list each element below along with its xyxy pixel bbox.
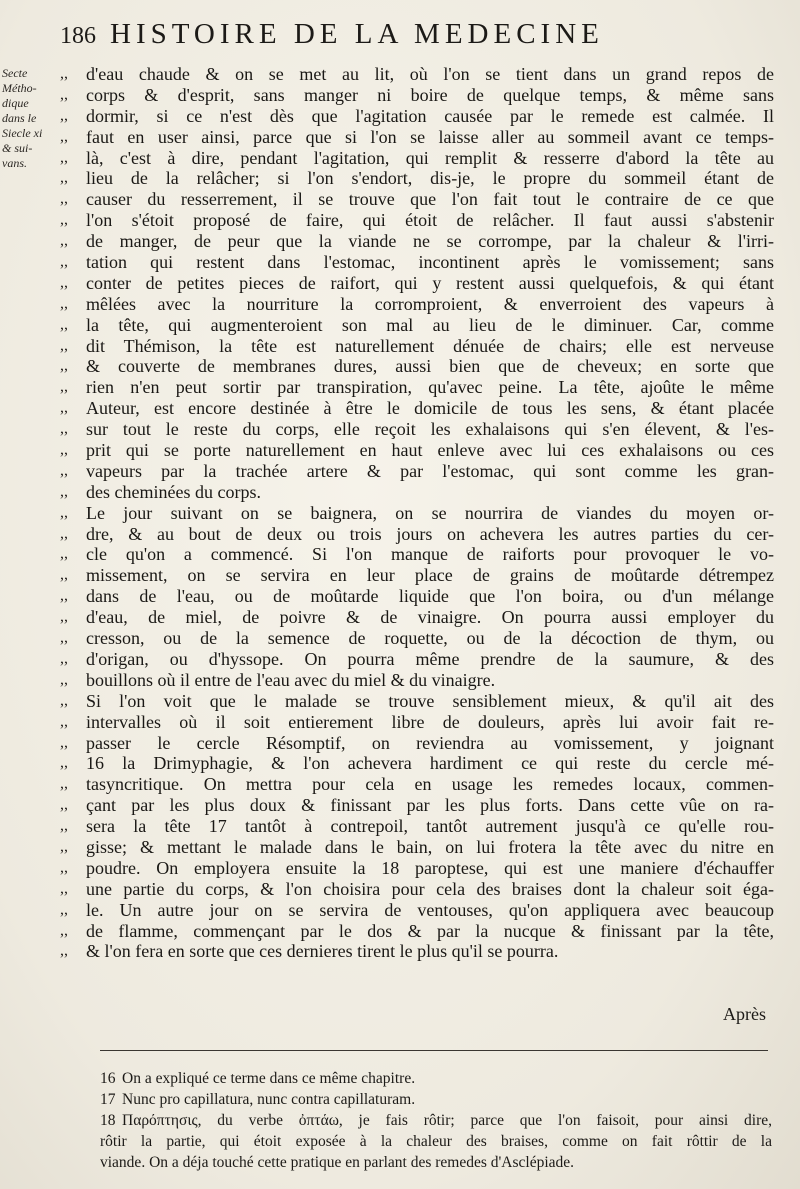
text-line: le. Un autre jour on se servira de ventouses, qu'on appliquera avec beaucoup	[86, 899, 774, 920]
quotation-mark: ,,	[60, 315, 68, 333]
text-line: Auteur, est encore destinée à être le domicile de tous les sens, & étant placée	[86, 398, 774, 419]
text-line: gisse; & mettant le malade dans le bain, on lui frotera la tête avec du nitre en	[86, 836, 774, 857]
footnote-text: Nunc pro capillatura, nunc contra capillaturam.	[122, 1091, 416, 1108]
quotation-mark: ,,	[60, 608, 68, 626]
catchword: Après	[723, 1004, 766, 1024]
footnote-rule	[100, 1050, 768, 1051]
text-line: & l'on fera en sorte que ces dernieres tirent le plus qu'il se pourra.	[86, 941, 559, 962]
text-line: lieu de la relâcher; si l'on s'endort, dis-je, le propre du sommeil étant de	[86, 168, 774, 189]
margin-note-line: dique	[2, 96, 29, 110]
text-line: mêlées avec la nourriture la corromproient, & enverroient des vapeurs à	[86, 293, 774, 314]
text-line: rien n'en peut sortir par transpiration, qu'avec peine. La tête, ajoûte le même	[86, 377, 774, 398]
text-line: & couverte de membranes dures, aussi bien que de cheveux; en sorte que	[86, 356, 774, 377]
running-title: HISTOIRE DE LA MEDECINE	[110, 18, 604, 50]
text-line: sur tout le reste du corps, elle reçoit les exhalaisons qui s'en élevent, & l'es-	[86, 419, 774, 440]
quotation-mark: ,,	[60, 796, 68, 814]
text-line: vapeurs par la trachée artere & par l'estomac, qui sont comme les gran-	[86, 460, 774, 481]
margin-note-line: & sui-	[2, 141, 33, 155]
footnote-line	[100, 1131, 772, 1152]
text-line: tasyncritique. On mettra pour cela en usage les remedes locaux, commen-	[86, 774, 774, 795]
text-line: la tête, qui augmenteroient son mal au lieu de le diminuer. Car, comme	[86, 314, 774, 335]
footnote-number: 17	[100, 1091, 116, 1108]
page-header	[60, 18, 790, 58]
quotation-mark: ,,	[60, 232, 68, 250]
text-line: Si l'on voit que le malade se trouve sensiblement mieux, & qu'il ait des	[86, 690, 774, 711]
text-line: une partie du corps, & l'on choisira pour cela des braises dont la chaleur soit éga-	[86, 878, 774, 899]
footnotes	[100, 1068, 772, 1173]
quotation-mark: ,,	[60, 691, 68, 709]
quotation-mark: ,,	[60, 357, 68, 375]
quotation-mark: ,,	[60, 148, 68, 166]
quotation-mark: ,,	[60, 629, 68, 647]
text-line: dre, & au bout de deux ou trois jours on achevera les autres parties du cer-	[86, 523, 774, 544]
quotation-mark: ,,	[60, 670, 68, 688]
text-line: tation qui restent dans l'estomac, incontinent après le vomissement; sans	[86, 252, 774, 273]
quotation-mark: ,,	[60, 754, 68, 772]
quotation-mark: ,,	[60, 420, 68, 438]
quotation-mark: ,,	[60, 942, 68, 960]
text-line: là, c'est à dire, pendant l'agitation, qui remplit & resserre d'abord la tête au	[86, 147, 774, 168]
text-line: d'eau chaude & on se met au lit, où l'on se tient dans un grand repos de	[86, 64, 774, 84]
quotation-mark: ,,	[60, 211, 68, 229]
quotation-mark: ,,	[60, 545, 68, 563]
margin-note-line: Secte	[2, 66, 28, 80]
footnote-line	[100, 1152, 772, 1173]
quotation-mark: ,,	[60, 273, 68, 291]
quotation-mark: ,,	[60, 336, 68, 354]
text-line: prit qui se porte naturellement en haut enleve avec lui ces exhalaisons ou ces	[86, 440, 774, 461]
footnote-number: 16	[100, 1070, 116, 1087]
quotation-mark: ,,	[60, 587, 68, 605]
quotation-mark: ,,	[60, 127, 68, 145]
text-line: de manger, de peur que la viande ne se corrompe, par la chaleur & l'irri-	[86, 231, 774, 252]
footnote-text: Παρόπτησις, du verbe ὀπτάω, je fais rôtir; parce que l'on faisoit, pour ainsi dire,	[122, 1112, 772, 1129]
quotation-mark: ,,	[60, 441, 68, 459]
quotation-mark: ,,	[60, 378, 68, 396]
footnote-number: 18	[100, 1112, 116, 1129]
text-line: intervalles où il soit entierement libre de douleurs, après lui avoir fait re-	[86, 711, 774, 732]
footnote-text: rôtir la partie, qui étoit exposée à la chaleur des braises, comme on fait rôttir de la	[100, 1133, 772, 1150]
quotation-mark: ,,	[60, 566, 68, 584]
quotation-mark: ,,	[60, 190, 68, 208]
quotation-mark: ,,	[60, 399, 68, 417]
margin-note	[2, 66, 46, 171]
text-line: de flamme, commençant par le dos & par la nucque & finissant par la tête,	[86, 920, 774, 941]
margin-note-line: Métho-	[2, 81, 37, 95]
quotation-mark: ,,	[60, 503, 68, 521]
quotation-mark: ,,	[60, 461, 68, 479]
quotation-mark: ,,	[60, 294, 68, 312]
page-number: 186	[60, 23, 96, 49]
main-text	[86, 64, 774, 962]
text-line: missement, on se servira en leur place de grains de moûtarde détrempez	[86, 565, 774, 586]
quotation-mark: ,,	[60, 837, 68, 855]
quotation-mark: ,,	[60, 858, 68, 876]
margin-note-line: Siecle xi	[2, 126, 43, 140]
quotation-mark: ,,	[60, 712, 68, 730]
margin-note-line: dans le	[2, 111, 37, 125]
text-line: passer le cercle Résomptif, on reviendra au vomissement, y joignant	[86, 732, 774, 753]
text-line: dormir, si ce n'est dès que l'agitation causée par le remede est calmée. Il	[86, 105, 774, 126]
quotation-mark: ,,	[60, 921, 68, 939]
quotation-mark: ,,	[60, 106, 68, 124]
quotation-mark: ,,	[60, 65, 68, 82]
text-line: çant par les plus doux & finissant par les plus forts. Dans cette vûe on ra-	[86, 795, 774, 816]
footnote-line	[100, 1089, 772, 1110]
quotation-mark: ,,	[60, 775, 68, 793]
text-line: l'on s'étoit proposé de faire, qui étoit de relâcher. Il faut aussi s'abstenir	[86, 210, 774, 231]
text-line: causer du resserrement, il se trouve que l'on fait tout le contraire de ce que	[86, 189, 774, 210]
quotation-mark: ,,	[60, 253, 68, 271]
quotation-marks-column	[60, 64, 88, 962]
text-line: sera la tête 17 tantôt à contrepoil, tantôt autrement jusqu'à ce qu'elle rou-	[86, 816, 774, 837]
quotation-mark: ,,	[60, 733, 68, 751]
text-line: conter de petites pieces de raifort, qui y restent aussi quelquefois, & qui étant	[86, 272, 774, 293]
footnote-text: On a expliqué ce terme dans ce même chapitre.	[122, 1070, 416, 1087]
text-line: bouillons où il entre de l'eau avec du miel & du vinaigre.	[86, 669, 496, 690]
quotation-mark: ,,	[60, 85, 68, 103]
text-line: poudre. On employera ensuite la 18 paroptese, qui est une maniere d'échauffer	[86, 857, 774, 878]
margin-note-line: vans.	[2, 156, 27, 170]
footnote-line	[100, 1110, 772, 1131]
footnote-line	[100, 1068, 772, 1089]
quotation-mark: ,,	[60, 900, 68, 918]
quotation-mark: ,,	[60, 482, 68, 500]
text-line: faut en user ainsi, parce que si l'on se laisse aller au sommeil avant ce temps-	[86, 126, 774, 147]
text-line: dit Thémison, la tête est naturellement dénuée de chairs; elle est nerveuse	[86, 335, 774, 356]
text-line: Le jour suivant on se baignera, on se nourrira de viandes du moyen or-	[86, 502, 774, 523]
text-line: corps & d'esprit, sans manger ni boire de quelque temps, & même sans	[86, 84, 774, 105]
quotation-mark: ,,	[60, 879, 68, 897]
quotation-mark: ,,	[60, 524, 68, 542]
quotation-mark: ,,	[60, 817, 68, 835]
quotation-mark: ,,	[60, 169, 68, 187]
footnote-text: viande. On a déja touché cette pratique en parlant des remedes d'Asclépiade.	[100, 1154, 575, 1171]
text-line: cle qu'on a commencé. Si l'on manque de raiforts pour provoquer le vo-	[86, 544, 774, 565]
text-line: d'origan, ou d'hyssope. On pourra même prendre de la saumure, & des	[86, 648, 774, 669]
text-line: cresson, ou de la semence de roquette, ou de la décoction de thym, ou	[86, 628, 774, 649]
text-line: dans de l'eau, ou de moûtarde liquide que l'on boira, ou d'un mélange	[86, 586, 774, 607]
text-line: d'eau, de miel, de poivre & de vinaigre. On pourra aussi employer du	[86, 607, 774, 628]
text-line: des cheminées du corps.	[86, 481, 261, 502]
quotation-mark: ,,	[60, 649, 68, 667]
text-line: 16 la Drimyphagie, & l'on achevera hardiment ce qui reste du cercle mé-	[86, 753, 774, 774]
